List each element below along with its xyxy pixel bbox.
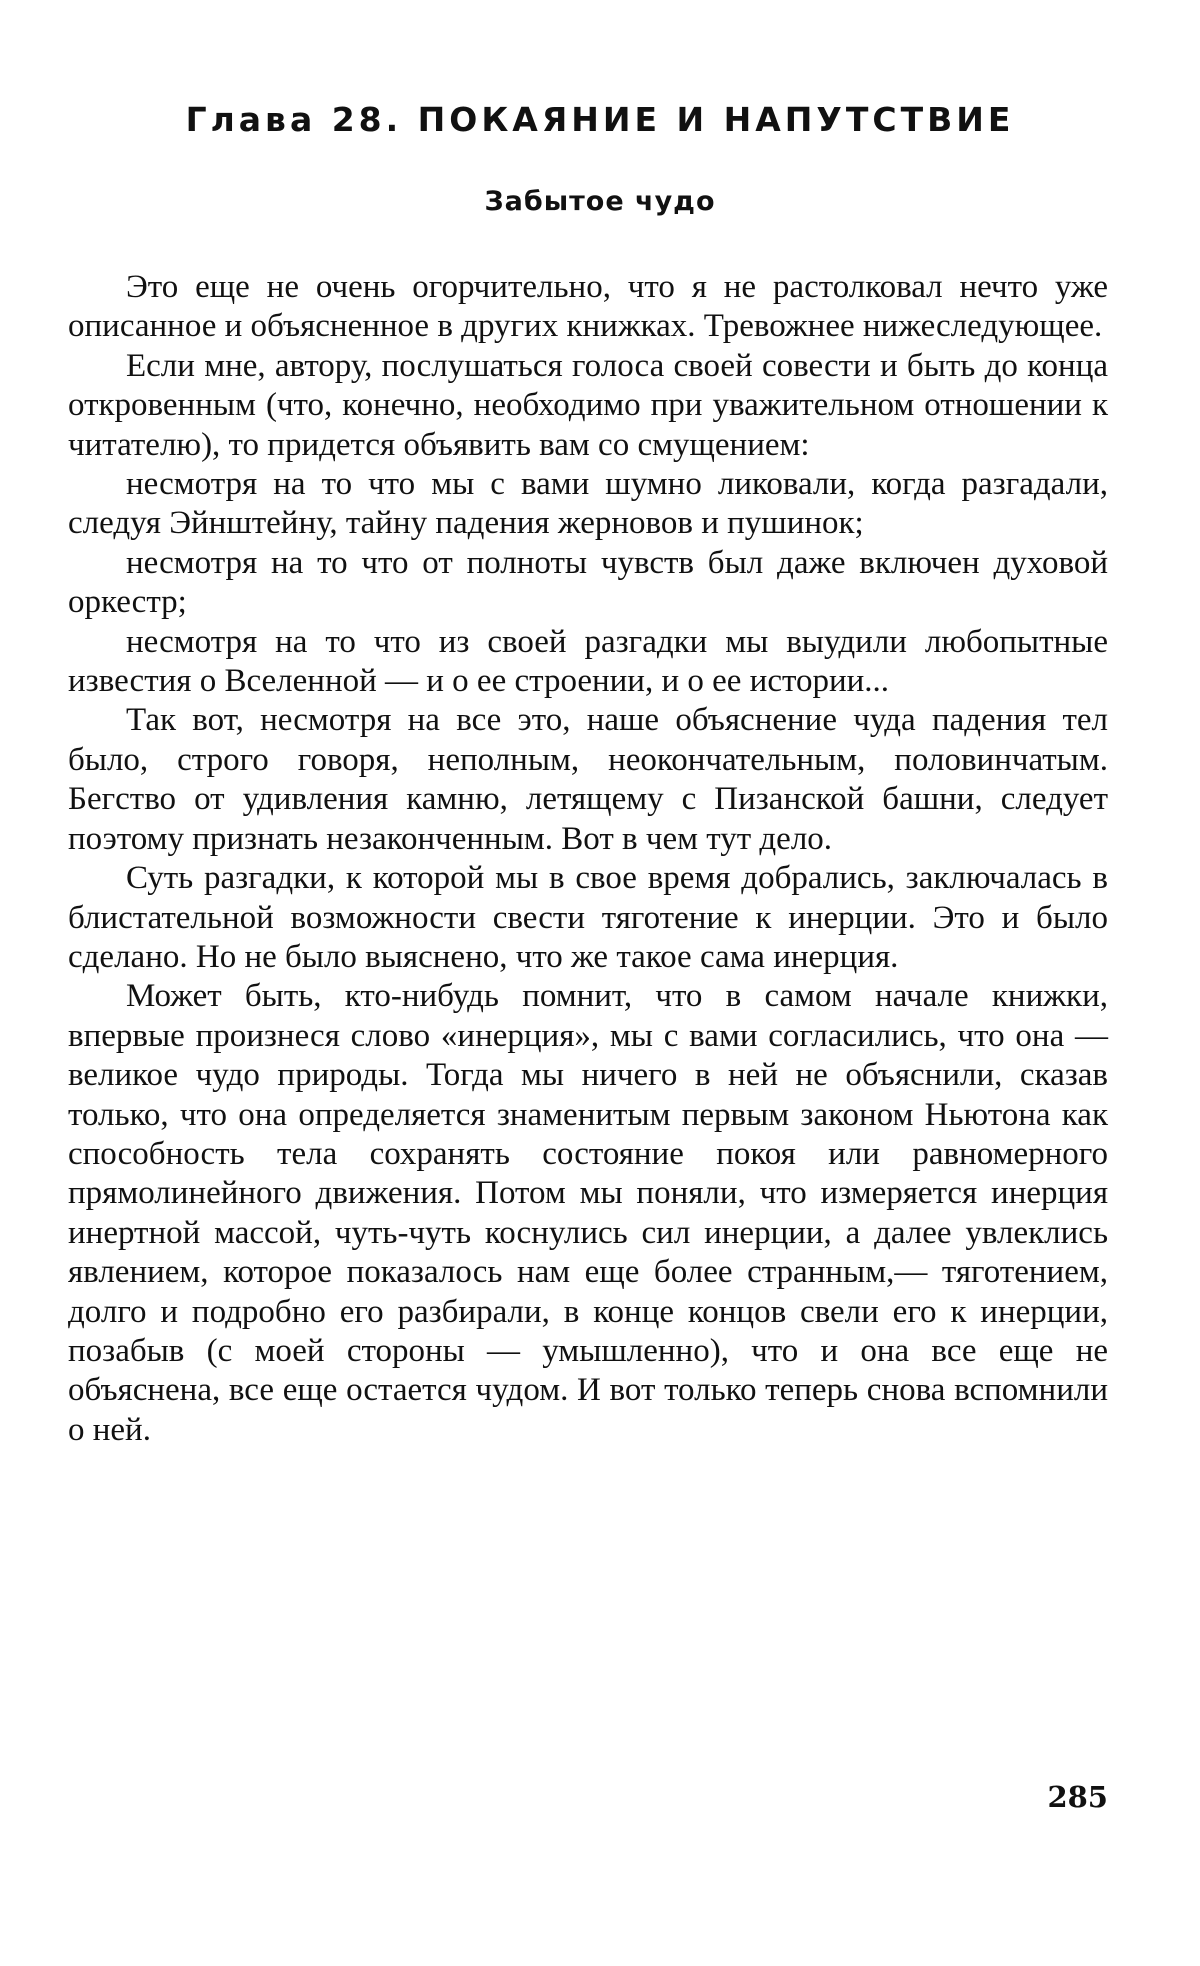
paragraph: Если мне, автору, послушаться голоса своей совести и быть до конца откровенным (что, конечно, необходимо при уважительном отношении к читателю), то придется объявить вам со смущением: bbox=[68, 347, 1108, 463]
paragraph: несмотря на то что из своей разгадки мы выудили любопытные известия о Вселенной — и о ее строении, и о ее истории... bbox=[68, 623, 1108, 700]
paragraph: Суть разгадки, к которой мы в свое время добрались, заключалась в блистательной возможности свести тяготение к инерции. Это и было сделано. Но не было выяснено, что же такое сама инерция. bbox=[68, 860, 1108, 975]
paragraph: несмотря на то что от полноты чувств был даже включен духовой оркестр; bbox=[68, 544, 1108, 621]
paragraph: Так вот, несмотря на все это, наше объяснение чуда падения тел было, строго говоря, неполным, неокончательным, половинчатым. Бегство от удивления камню, летящему с Пизанской башни, следует поэтому признать незаконченным. Вот в чем тут дело. bbox=[68, 702, 1108, 857]
chapter-title: Глава 28. ПОКАЯНИЕ И НАПУТСТВИЕ bbox=[185, 100, 1015, 139]
paragraph: Может быть, кто-нибудь помнит, что в самом начале книжки, впервые произнеся слово «инерция», мы с вами согласились, что она — великое чудо природы. Тогда мы ничего в ней не объяснили, сказав только, что она определяется знаменитым первым законом Ньютона как способность тела сохранять состояние покоя или равномерного прямолинейного движения. Потом мы поняли, что измеряется инерция инертной массой, чуть-чуть коснулись сил инерции, а далее увлеклись явлением, которое показалось нам еще более странным,— тяготением, долго и подробно его разбирали, в конце концов свели его к инерции, позабыв (с моей стороны — умышленно), что и она все еще не объяснена, все еще остается чудом. И вот только теперь снова вспомнили о ней. bbox=[68, 978, 1108, 1448]
section-title: Забытое чудо bbox=[484, 186, 716, 217]
paragraph: Это еще не очень огорчительно, что я не растолковал нечто уже описанное и объясненное в других книжках. Тревожнее нижеследующее. bbox=[68, 269, 1108, 345]
paragraph: несмотря на то что мы с вами шумно ликовали, когда разгадали, следуя Эйнштейну, тайну падения жерновов и пушинок; bbox=[68, 466, 1108, 542]
page-number: 285 bbox=[1047, 1780, 1108, 1814]
body-text bbox=[68, 268, 1108, 1450]
